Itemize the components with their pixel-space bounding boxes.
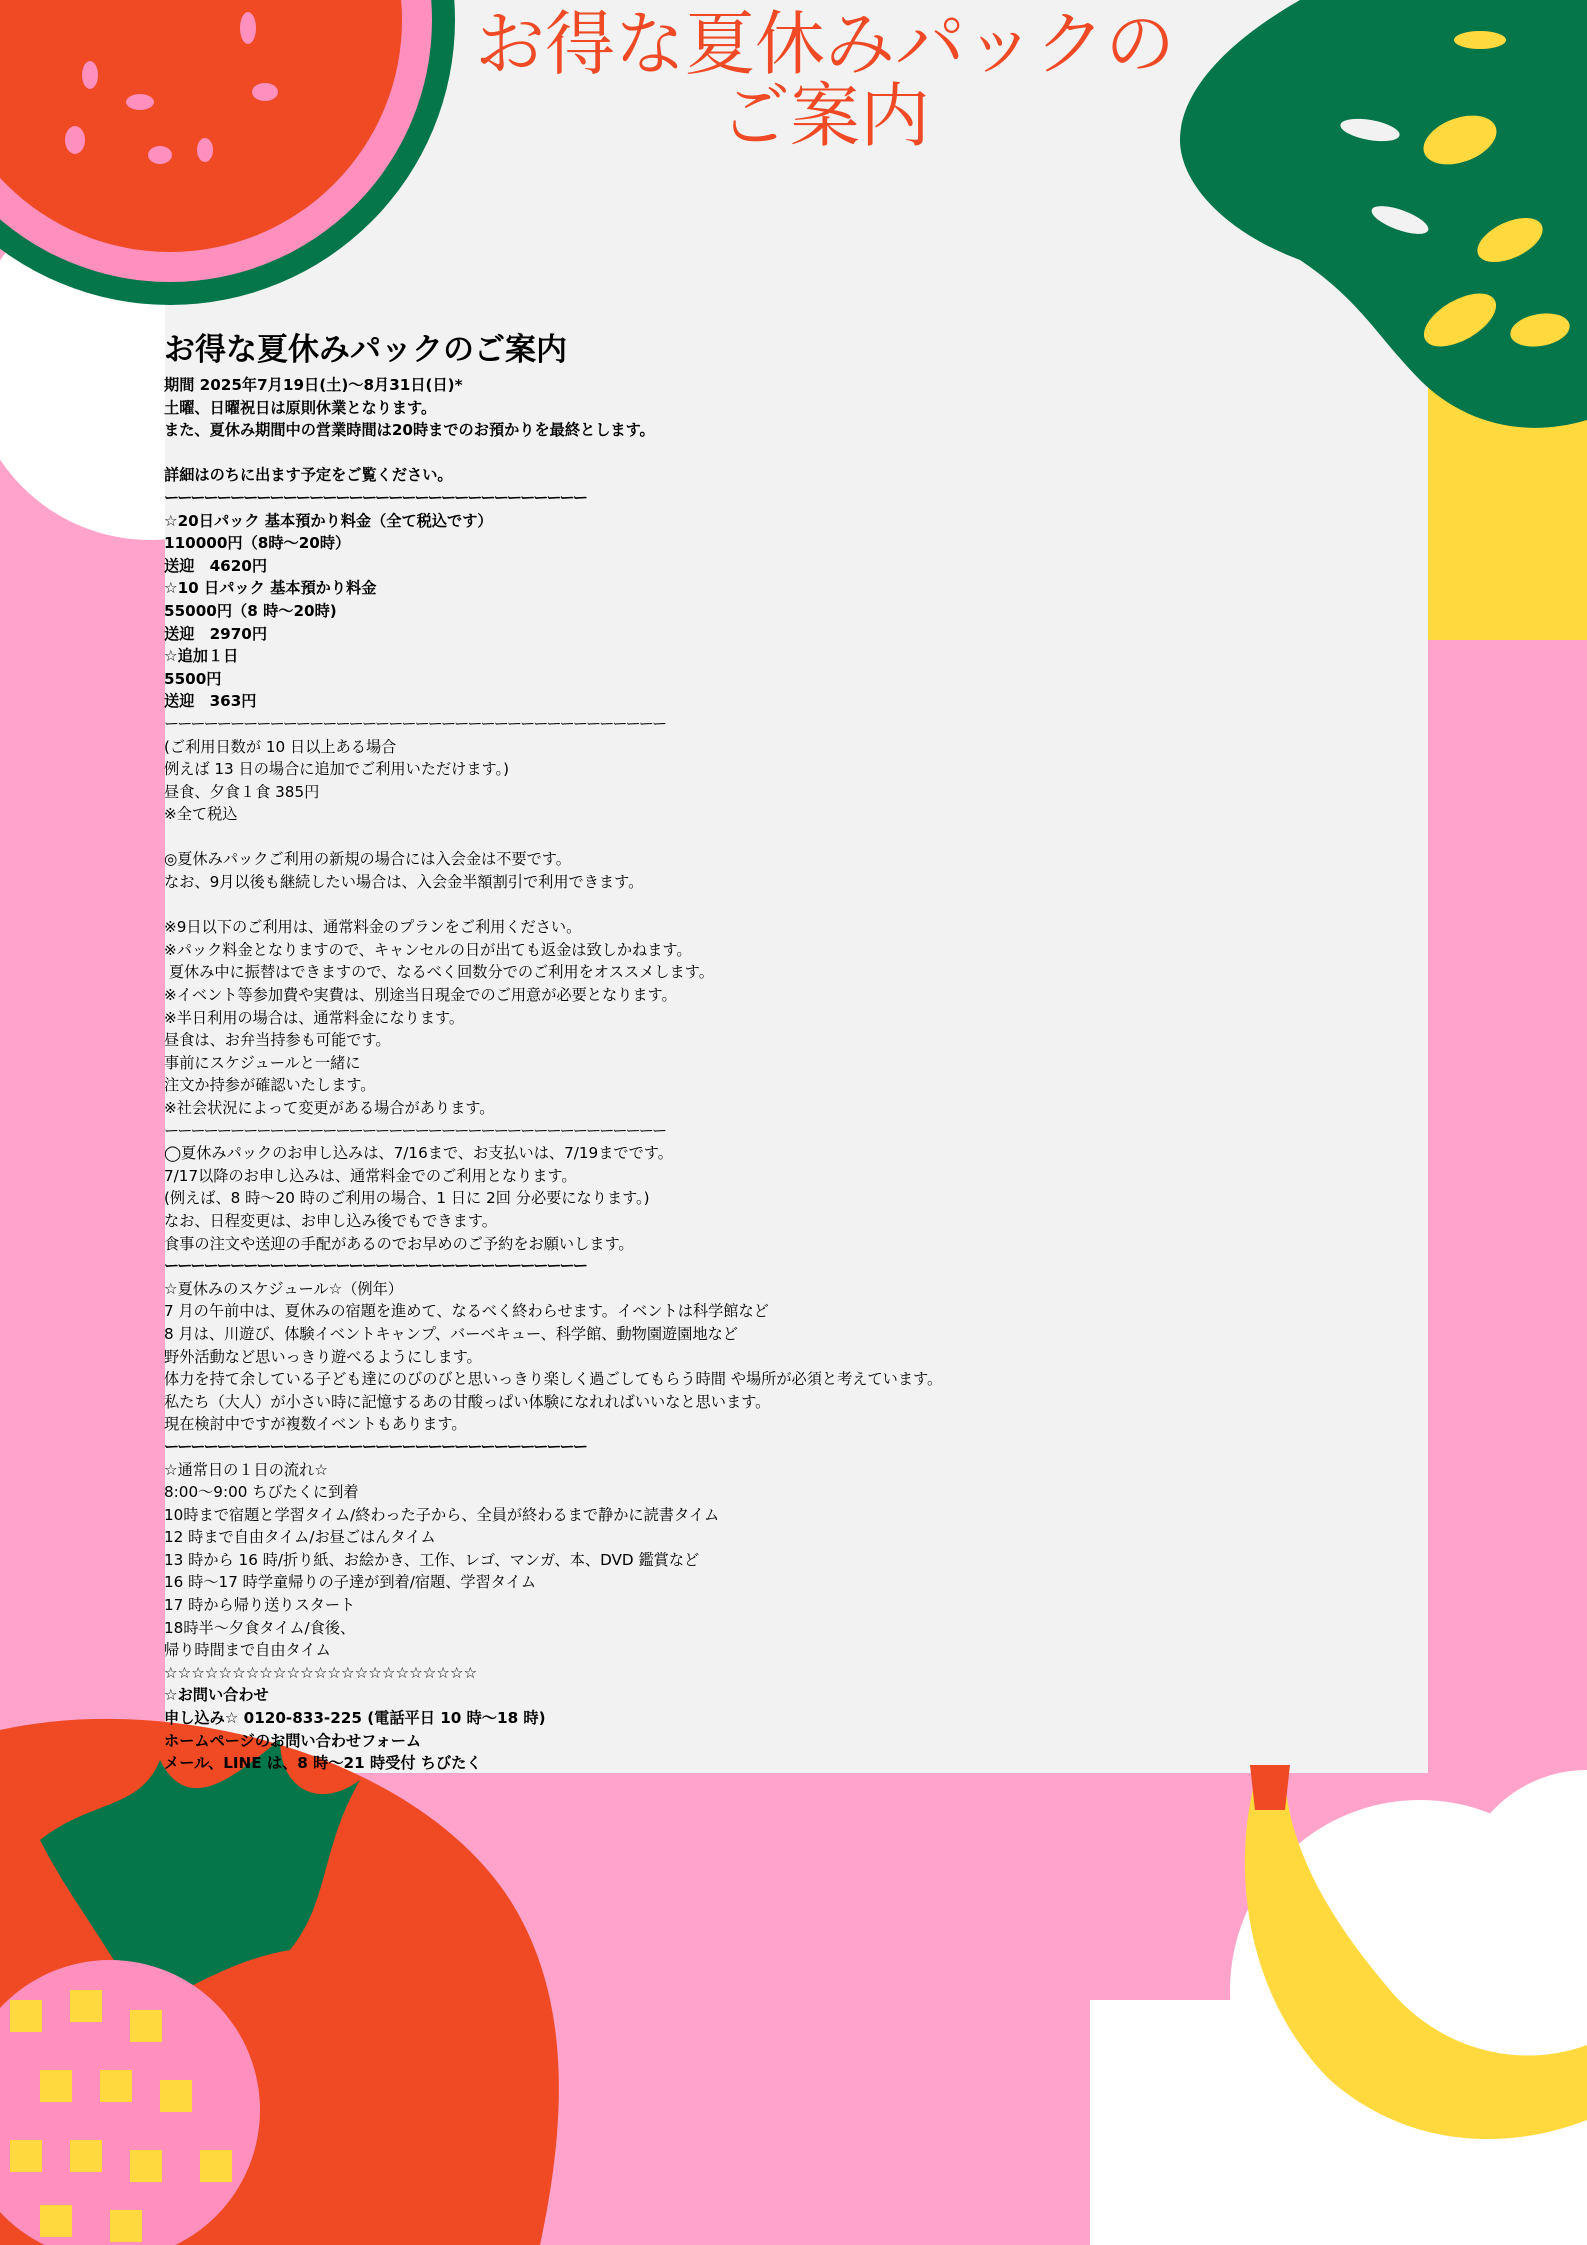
text-line: ※9日以下のご利用は、通常料金のプランをご利用ください。 [164,918,582,937]
text-line: 7 月の午前中は、夏休みの宿題を進めて、なるべく終わらせます。イベントは科学館など [164,1302,769,1321]
text-line: 体力を持て余している子ども達にのびのびと思いっきり楽しく過ごしてもらう時間 や場所が必須と考えています。 [164,1370,943,1389]
text-line: ※半日利用の場合は、通常料金になります。 [164,1008,465,1027]
text-line: 18時半〜夕食タイム/食後、 [164,1618,356,1637]
text-line: メール、LINE は、8 時〜21 時受付 ちびたく [164,1754,482,1773]
text-line: 7/17以降のお申し込みは、通常料金でのご利用となります。 [164,1166,577,1185]
text-line: 5500円 [164,669,222,688]
document-heading: お得な夏休みパックのご案内 [164,332,567,368]
separator-line: ーーーーーーーーーーーーーーーーーーーーーーーーーーーーーーーー [164,1257,586,1276]
text-line: 送迎 363円 [164,692,257,711]
text-line: ※全て税込 [164,805,238,824]
text-line: 17 時から帰り送りスタート [164,1596,356,1615]
text-line: 食事の注文や送迎の手配があるのでお早めのご予約をお願いします。 [164,1234,634,1253]
text-line: 16 時〜17 時学童帰りの子達が到着/宿題、学習タイム [164,1573,537,1592]
text-line: 事前にスケジュールと一緒に [164,1053,361,1072]
text-line: ◎夏休みパックご利用の新規の場合には入会金は不要です。 [164,850,571,869]
strawberry [0,1719,559,2245]
text-line: 8 月は、川遊び、体験イベントキャンプ、バーベキュー、科学館、動物園遊園地など [164,1324,738,1343]
text-line: 私たち（大人）が小さい時に記憶するあの甘酸っぱい体験になれればいいなと思います。 [164,1392,771,1411]
text-line: 注文か持参が確認いたします。 [164,1076,376,1095]
separator-line: ーーーーーーーーーーーーーーーーーーーーーーーーーーーーーーーー [164,1437,586,1456]
text-line: 野外活動など思いっきり遊べるようにします。 [164,1347,482,1366]
text-line: ☆夏休みのスケジュール☆（例年） [164,1279,403,1298]
text-line: なお、日程変更は、お申し込み後でもできます。 [164,1211,497,1230]
text-line: ※社会状況によって変更がある場合があります。 [164,1099,495,1117]
text-line: 例えば 13 日の場合に追加でご利用いただけます。) [164,760,510,779]
text-line: 夏休み中に振替はできますので、なるべく回数分でのご利用をオススメします。 [164,963,714,982]
text-line [164,442,1264,465]
text-line: 昼食は、お弁当持参も可能です。 [164,1031,391,1050]
text-line: ☆お問い合わせ [164,1686,269,1705]
text-line: 現在検討中ですが複数イベントもあります。 [164,1415,467,1434]
text-line: 期間 2025年7月19日(土)〜8月31日(日)* [164,376,463,394]
text-line: ☆通常日の１日の流れ☆ [164,1460,328,1479]
text-line: また、夏休み期間中の営業時間は20時までのお預かりを最終とします。 [164,421,655,440]
text-line: なお、9月以後も継続したい場合は、入会金半額割引で利用できます。 [164,873,644,892]
text-line [164,826,1264,849]
text-line: ☆☆☆☆☆☆☆☆☆☆☆☆☆☆☆☆☆☆☆☆☆☆☆ [164,1663,478,1682]
text-line: (ご利用日数が 10 日以上ある場合 [164,737,397,756]
text-line: ☆20日パック 基本預かり料金（全て税込です） [164,511,493,530]
banner-title [330,3,1320,157]
text-line [164,894,1264,917]
text-line: ◯夏休みパックのお申し込みは、7/16まで、お支払いは、7/19までです。 [164,1144,673,1163]
text-line: (例えば、8 時〜20 時のご利用の場合、1 日に 2回 分必要になります。) [164,1189,650,1208]
banana [1245,1765,1587,2139]
text-line: 送迎 2970円 [164,624,268,643]
text-line: 55000円（8 時〜20時) [164,601,337,620]
text-line: ※イベント等参加費や実費は、別途当日現金でのご用意が必要となります。 [164,986,677,1005]
separator-line: ーーーーーーーーーーーーーーーーーーーーーーーーーーーーーーーーーーーーーー [164,1121,666,1140]
text-line: ホームページのお問い合わせフォーム [164,1731,422,1750]
separator-line: ーーーーーーーーーーーーーーーーーーーーーーーーーーーーーーーーーーーーーー [164,714,666,733]
text-line: 詳細はのちに出ます予定をご覧ください。 [164,466,453,485]
text-line: 帰り時間まで自由タイム [164,1641,331,1660]
text-line: 12 時まで自由タイム/お昼ごはんタイム [164,1528,436,1547]
text-line: 土曜、日曜祝日は原則休業となります。 [164,398,437,417]
banner-title-line2: ご案内 [720,75,930,157]
text-line: 8:00〜9:00 ちびたくに到着 [164,1483,359,1502]
text-line: 送迎 4620円 [164,556,268,575]
document-body [164,330,1264,1775]
text-line: 13 時から 16 時/折り紙、お絵かき、工作、レゴ、マンガ、本、DVD 鑑賞など [164,1550,700,1569]
text-line: 110000円（8時〜20時） [164,534,351,553]
text-line: ☆10 日パック 基本預かり料金 [164,579,377,598]
text-line: 10時まで宿題と学習タイム/終わった子から、全員が終わるまで静かに読書タイム [164,1505,720,1524]
banner-title-line1: お得な夏休みパックの [475,3,1175,85]
text-line: 昼食、夕食１食 385円 [164,782,320,801]
text-line: 申し込み☆ 0120-833-225 (電話平日 10 時〜18 時) [164,1709,546,1728]
text-line: ※パック料金となりますので、キャンセルの日が出ても返金は致しかねます。 [164,940,692,959]
document-lines [164,374,1264,1775]
text-line: ☆追加１日 [164,647,239,666]
separator-line: ーーーーーーーーーーーーーーーーーーーーーーーーーーーーーーーー [164,488,586,507]
